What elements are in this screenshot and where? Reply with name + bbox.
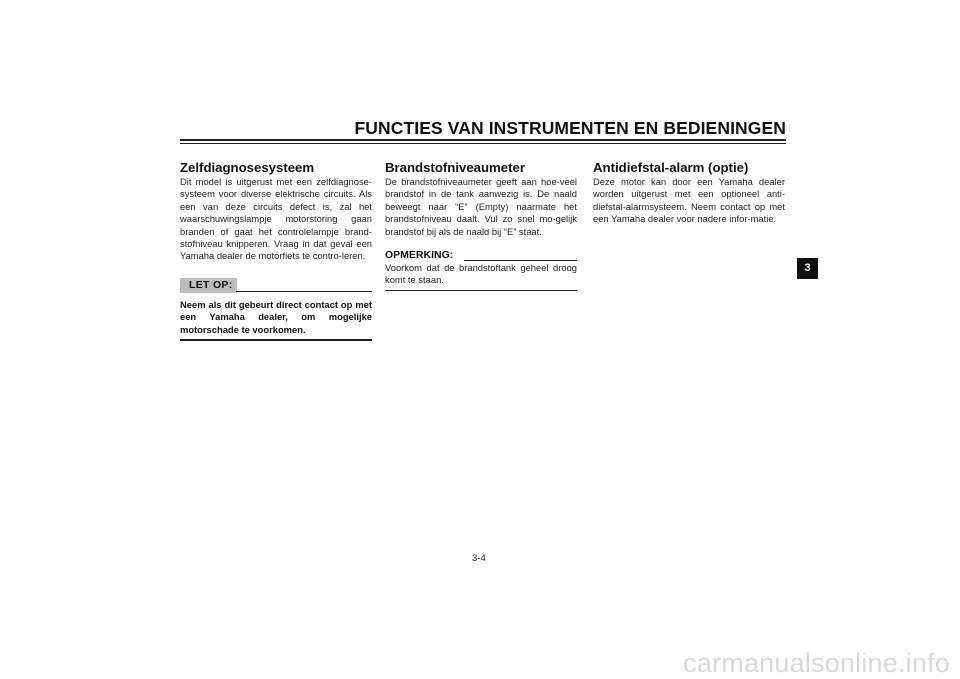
- note-text: Voorkom dat de brandstoftank geheel droog komt te staan.: [385, 262, 577, 286]
- caution-text: Neem als dit gebeurt direct contact op met een Yamaha dealer, om mogelijke motorschade te voorkomen.: [180, 298, 372, 335]
- note-rule: [464, 260, 577, 261]
- caution-header: [180, 278, 372, 294]
- header-rule: [180, 139, 786, 141]
- header-rule-thin: [180, 143, 786, 144]
- watermark-text: carmanualsonline.info: [683, 648, 950, 678]
- caution-label: LET OP:: [180, 278, 237, 293]
- column-self-diagnosis: [180, 160, 372, 341]
- caution-rule: [236, 291, 372, 292]
- page-title: FUNCTIES VAN INSTRUMENTEN EN BEDIENINGEN: [354, 118, 786, 138]
- chapter-tab: 3: [797, 258, 818, 279]
- section-title-anti-theft: Antidiefstal-alarm (optie): [593, 160, 749, 175]
- note-end-rule: [385, 290, 577, 291]
- section-text-fuel-gauge: De brandstofniveaumeter geeft aan hoe-veel brandstof in de tank aanwezig is. De naald beweegt naar “E” (Empty) naarmate het brandstofniveau daalt. Vul zo snel mo-gelijk brandstof bij als de naald bij “E” staat.: [385, 176, 577, 237]
- section-title-self-diagnosis: Zelfdiagnosesysteem: [180, 160, 315, 175]
- caution-end-rule: [180, 339, 372, 341]
- section-text-self-diagnosis: Dit model is uitgerust met een zelfdiagnose-systeem voor diverse elektrische circuits. Als een van deze circuits defect is, zal het waarschuwingslampje motorstoring gaan branden of gaat het controlelampje brand-stofniveau knipperen. Vraag in dat geval een Yamaha dealer de motorfiets te contro-leren.: [180, 176, 372, 262]
- section-text-anti-theft: Deze motor kan door een Yamaha dealer worden uitgerust met een optioneel anti-diefstal-alarmsysteem. Neem contact op met een Yamaha dealer voor nadere infor-matie.: [593, 176, 785, 225]
- note-label: OPMERKING:: [385, 249, 456, 262]
- column-anti-theft: [593, 160, 785, 226]
- note-header: [385, 249, 577, 262]
- section-title-fuel-gauge: Brandstofniveaumeter: [385, 160, 525, 175]
- page-number: 3-4: [472, 553, 486, 564]
- column-fuel-gauge: [385, 160, 577, 291]
